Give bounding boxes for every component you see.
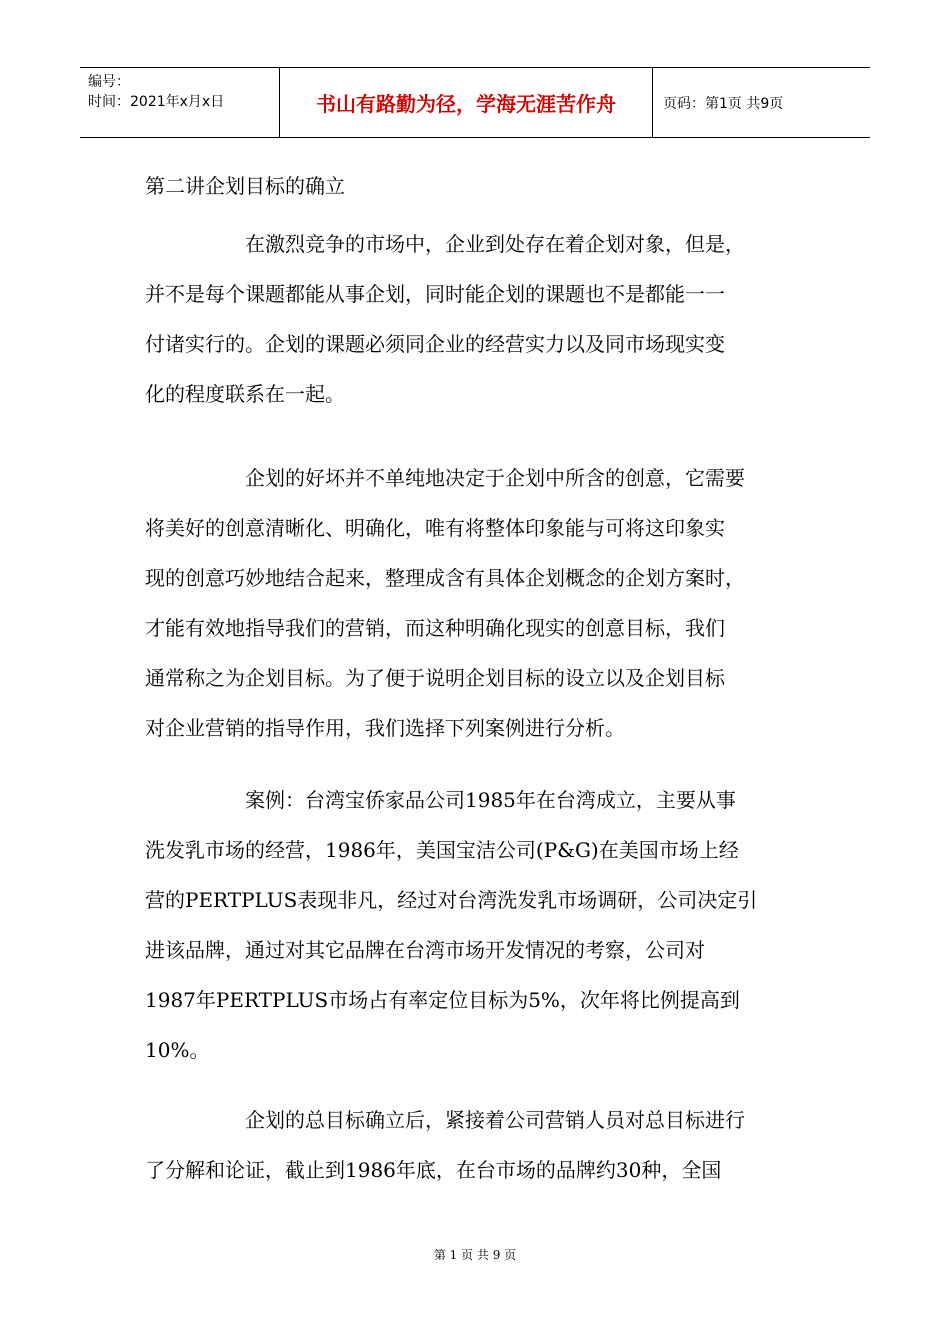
paragraph-line: 1987年PERTPLUS市场占有率定位目标为5%，次年将比例提高到	[145, 988, 740, 1012]
header-motto: 书山有路勤为径，学海无涯苦作舟	[316, 92, 616, 116]
paragraph-line: 对企业营销的指导作用，我们选择下列案例进行分析。	[145, 716, 625, 740]
paragraph-2	[145, 453, 810, 753]
paragraph-line: 在激烈竞争的市场中，企业到处存在着企划对象，但是，	[245, 232, 745, 256]
paragraph-line: 洗发乳市场的经营，1986年，美国宝洁公司(P&G)在美国市场上经	[145, 838, 739, 862]
header-page-info: 页码：第1页 共9页	[663, 95, 784, 112]
paragraph-line: 化的程度联系在一起。	[145, 382, 345, 406]
paragraph-line: 案例：台湾宝侨家品公司1985年在台湾成立，主要从事	[245, 788, 736, 812]
document-number-label: 编号：	[88, 74, 130, 90]
paragraph-line: 将美好的创意清晰化、明确化，唯有将整体印象能与可将这印象实	[145, 516, 725, 540]
paragraph-line: 通常称之为企划目标。为了便于说明企划目标的设立以及企划目标	[145, 666, 725, 690]
paragraph-1	[145, 219, 810, 419]
paragraph-line: 进该品牌，通过对其它品牌在台湾市场开发情况的考察，公司对	[145, 938, 705, 962]
page-footer: 第 1 页 共 9 页	[433, 1248, 517, 1262]
paragraph-line: 才能有效地指导我们的营销，而这种明确化现实的创意目标，我们	[145, 616, 725, 640]
paragraph-line: 现的创意巧妙地结合起来，整理成含有具体企划概念的企划方案时，	[145, 566, 745, 590]
header-table	[80, 67, 870, 138]
document-title: 第二讲企划目标的确立	[145, 174, 345, 198]
header-motto-cell	[280, 68, 653, 137]
paragraph-line: 10%。	[145, 1038, 210, 1062]
paragraph-line: 营的PERTPLUS表现非凡，经过对台湾洗发乳市场调研，公司决定引	[145, 888, 758, 912]
paragraph-3	[145, 775, 810, 1075]
document-time-label: 时间：2021年x月x日	[88, 94, 225, 110]
paragraph-line: 付诸实行的。企划的课题必须同企业的经营实力以及同市场现实变	[145, 332, 725, 356]
paragraph-4	[145, 1095, 810, 1195]
paragraph-line: 企划的好坏并不单纯地决定于企划中所含的创意，它需要	[245, 466, 745, 490]
paragraph-line: 并不是每个课题都能从事企划，同时能企划的课题也不是都能一一	[145, 282, 725, 306]
header-page-cell	[653, 68, 870, 137]
paragraph-line: 了分解和论证，截止到1986年底，在台市场的品牌约30种，全国	[145, 1158, 722, 1182]
header-meta-cell	[80, 68, 280, 137]
paragraph-line: 企划的总目标确立后，紧接着公司营销人员对总目标进行	[245, 1108, 745, 1132]
